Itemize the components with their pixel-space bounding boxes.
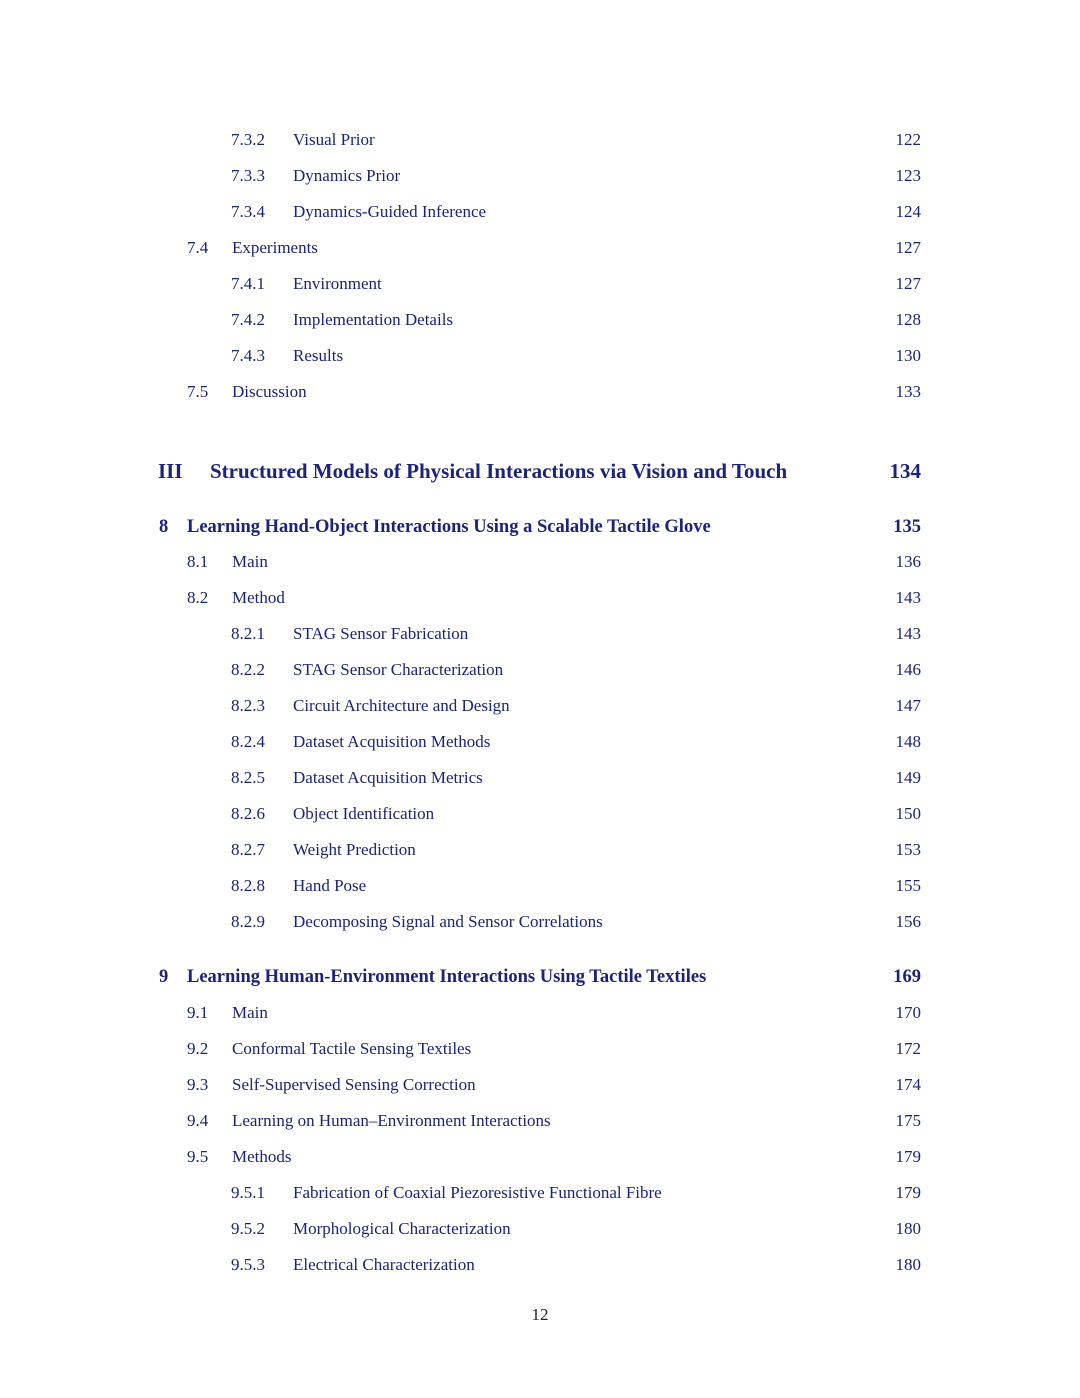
- toc-entry[interactable]: [0, 1108, 1080, 1134]
- entry-title[interactable]: Object Identification: [293, 801, 440, 827]
- entry-number: 7.3.3: [231, 166, 265, 185]
- entry-title[interactable]: Implementation Details: [293, 307, 459, 333]
- entry-title[interactable]: Morphological Characterization: [293, 1216, 517, 1242]
- entry-page[interactable]: 150: [892, 801, 922, 827]
- entry-number: 9.5: [187, 1147, 209, 1166]
- entry-title[interactable]: Dynamics-Guided Inference: [293, 199, 492, 225]
- toc-entry[interactable]: [0, 163, 1080, 189]
- entry-page[interactable]: 133: [892, 379, 922, 405]
- entry-page[interactable]: 180: [892, 1216, 922, 1242]
- toc-entry[interactable]: [0, 1036, 1080, 1062]
- entry-title[interactable]: Dataset Acquisition Methods: [293, 729, 496, 755]
- toc-entry[interactable]: [0, 873, 1080, 899]
- entry-page[interactable]: 143: [892, 585, 922, 611]
- entry-page[interactable]: 155: [892, 873, 922, 899]
- entry-number: 7.4.1: [231, 274, 265, 293]
- toc-entry[interactable]: [0, 1000, 1080, 1026]
- toc-entry[interactable]: [0, 343, 1080, 369]
- entry-page[interactable]: 179: [892, 1144, 922, 1170]
- entry-title[interactable]: Main: [232, 549, 274, 575]
- toc-entry[interactable]: [0, 235, 1080, 261]
- toc-entry[interactable]: [0, 549, 1080, 575]
- toc-entry[interactable]: [0, 801, 1080, 827]
- entry-title[interactable]: Method: [232, 585, 291, 611]
- toc-entry[interactable]: [0, 199, 1080, 225]
- toc-chapter-heading[interactable]: [0, 963, 1080, 991]
- entry-number: 8.2.5: [231, 768, 265, 787]
- entry-page[interactable]: 124: [892, 199, 922, 225]
- toc-entry[interactable]: [0, 837, 1080, 863]
- entry-number: 9.5.1: [231, 1183, 265, 1202]
- toc-chapter-heading[interactable]: [0, 513, 1080, 541]
- entry-page[interactable]: 174: [892, 1072, 922, 1098]
- entry-title[interactable]: Circuit Architecture and Design: [293, 693, 516, 719]
- entry-number: 7.4.2: [231, 310, 265, 329]
- entry-number: 7.5: [187, 382, 209, 401]
- toc-entry[interactable]: [0, 1144, 1080, 1170]
- entry-title[interactable]: Learning on Human–Environment Interactions: [232, 1108, 557, 1134]
- entry-page[interactable]: 146: [892, 657, 922, 683]
- chapter-title[interactable]: Learning Hand-Object Interactions Using a Scalable Tactile Glove: [187, 517, 711, 537]
- entry-number: 8.2.1: [231, 624, 265, 643]
- entry-page[interactable]: 180: [892, 1252, 922, 1278]
- entry-title[interactable]: STAG Sensor Characterization: [293, 657, 509, 683]
- entry-title[interactable]: Main: [232, 1000, 274, 1026]
- toc-entry[interactable]: [0, 765, 1080, 791]
- toc-entry[interactable]: [0, 271, 1080, 297]
- entry-page[interactable]: 128: [892, 307, 922, 333]
- toc-entry[interactable]: [0, 127, 1080, 153]
- entry-page[interactable]: 156: [892, 909, 922, 935]
- part-title[interactable]: Structured Models of Physical Interactions via Vision and Touch: [210, 459, 788, 483]
- entry-page[interactable]: 170: [892, 1000, 922, 1026]
- entry-number: 8.2: [187, 588, 209, 607]
- entry-page[interactable]: 149: [892, 765, 922, 791]
- entry-page[interactable]: 127: [892, 235, 922, 261]
- entry-title[interactable]: Environment: [293, 271, 388, 297]
- entry-title[interactable]: Results: [293, 343, 349, 369]
- entry-title[interactable]: Hand Pose: [293, 873, 372, 899]
- toc-entry[interactable]: [0, 307, 1080, 333]
- toc-entry[interactable]: [0, 621, 1080, 647]
- entry-number: 8.2.3: [231, 696, 265, 715]
- toc-part-heading[interactable]: [0, 455, 1080, 487]
- entry-number: 8.2.2: [231, 660, 265, 679]
- chapter-page[interactable]: 135: [889, 513, 921, 541]
- toc-entry[interactable]: [0, 379, 1080, 405]
- chapter-number: 9: [159, 967, 169, 987]
- entry-title[interactable]: STAG Sensor Fabrication: [293, 621, 474, 647]
- toc-entry[interactable]: [0, 585, 1080, 611]
- entry-page[interactable]: 127: [892, 271, 922, 297]
- toc-entry[interactable]: [0, 909, 1080, 935]
- entry-title[interactable]: Methods: [232, 1144, 298, 1170]
- toc-entry[interactable]: [0, 657, 1080, 683]
- entry-page[interactable]: 148: [892, 729, 922, 755]
- entry-number: 7.3.2: [231, 130, 265, 149]
- entry-title[interactable]: Conformal Tactile Sensing Textiles: [232, 1036, 477, 1062]
- entry-number: 9.5.3: [231, 1255, 265, 1274]
- entry-number: 9.3: [187, 1075, 209, 1094]
- entry-number: 8.2.4: [231, 732, 265, 751]
- entry-number: 9.2: [187, 1039, 209, 1058]
- entry-title[interactable]: Dynamics Prior: [293, 163, 406, 189]
- entry-title[interactable]: Decomposing Signal and Sensor Correlations: [293, 909, 609, 935]
- part-number: III: [158, 459, 183, 483]
- toc-entry[interactable]: [0, 1180, 1080, 1206]
- entry-number: 8.2.9: [231, 912, 265, 931]
- entry-page[interactable]: 147: [892, 693, 922, 719]
- chapter-page[interactable]: 169: [889, 963, 921, 991]
- entry-number: 7.4.3: [231, 346, 265, 365]
- entry-title[interactable]: Visual Prior: [293, 127, 381, 153]
- entry-number: 7.3.4: [231, 202, 265, 221]
- entry-number: 9.4: [187, 1111, 209, 1130]
- entry-title[interactable]: Experiments: [232, 235, 324, 261]
- entry-page[interactable]: 123: [892, 163, 922, 189]
- entry-title[interactable]: Electrical Characterization: [293, 1252, 481, 1278]
- entry-title[interactable]: Fabrication of Coaxial Piezoresistive Functional Fibre: [293, 1180, 668, 1206]
- toc-entry[interactable]: [0, 693, 1080, 719]
- entry-page[interactable]: 179: [892, 1180, 922, 1206]
- entry-number: 9.5.2: [231, 1219, 265, 1238]
- page-number: 12: [531, 1305, 549, 1324]
- entry-title[interactable]: Self-Supervised Sensing Correction: [232, 1072, 482, 1098]
- toc-entry[interactable]: [0, 1252, 1080, 1278]
- entry-page[interactable]: 136: [892, 549, 922, 575]
- entry-number: 8.2.8: [231, 876, 265, 895]
- entry-title[interactable]: Dataset Acquisition Metrics: [293, 765, 489, 791]
- entry-number: 8.2.7: [231, 840, 265, 859]
- entry-page[interactable]: 143: [892, 621, 922, 647]
- entry-page[interactable]: 153: [892, 837, 922, 863]
- chapter-title[interactable]: Learning Human-Environment Interactions Using Tactile Textiles: [187, 967, 707, 987]
- entry-number: 9.1: [187, 1003, 209, 1022]
- entry-page[interactable]: 122: [892, 127, 922, 153]
- entry-page[interactable]: 130: [892, 343, 922, 369]
- entry-number: 8.1: [187, 552, 209, 571]
- toc-entry[interactable]: [0, 1072, 1080, 1098]
- entry-page[interactable]: 172: [892, 1036, 922, 1062]
- entry-page[interactable]: 175: [892, 1108, 922, 1134]
- toc-entry[interactable]: [0, 1216, 1080, 1242]
- entry-title[interactable]: Discussion: [232, 379, 313, 405]
- entry-number: 7.4: [187, 238, 209, 257]
- toc-entry[interactable]: [0, 729, 1080, 755]
- entry-number: 8.2.6: [231, 804, 265, 823]
- part-page[interactable]: 134: [890, 455, 922, 487]
- chapter-number: 8: [159, 517, 169, 537]
- entry-title[interactable]: Weight Prediction: [293, 837, 422, 863]
